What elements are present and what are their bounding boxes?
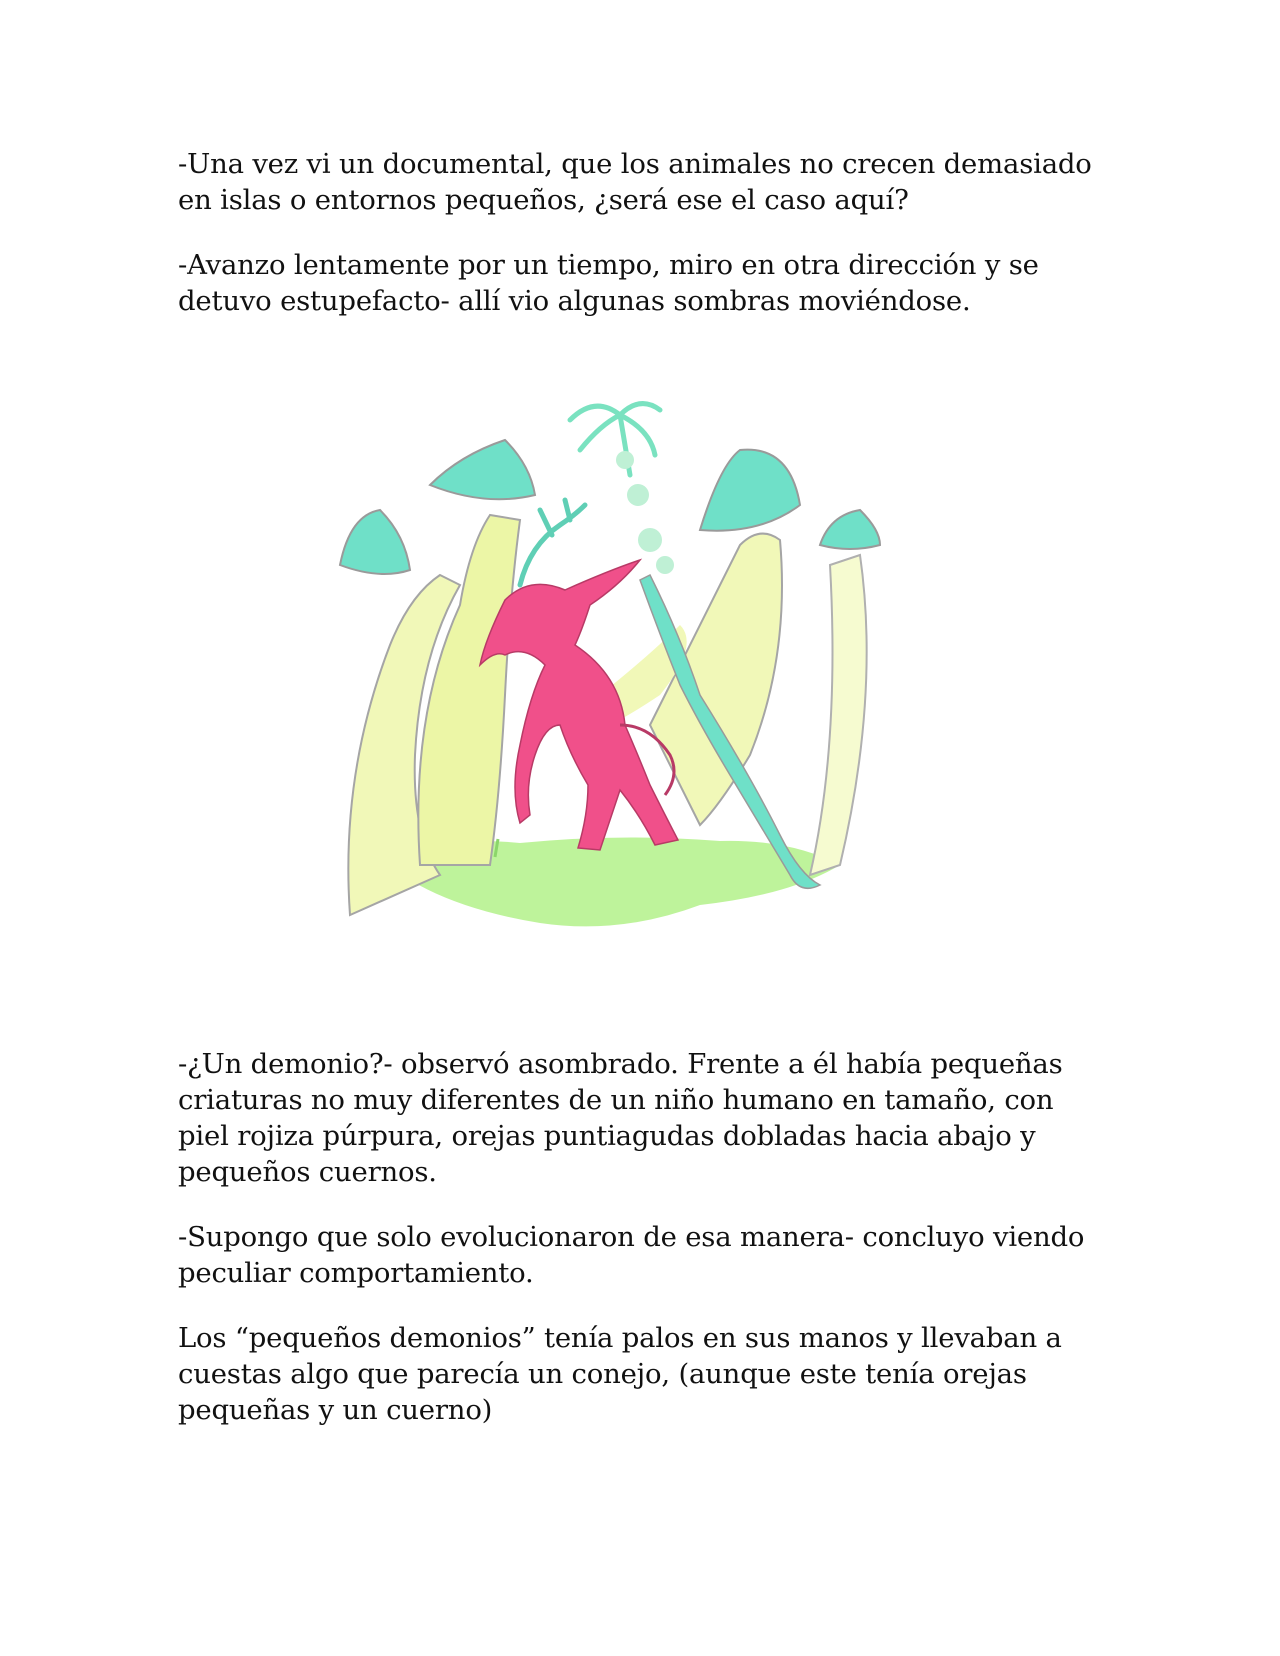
text-block-top: [178, 146, 1108, 348]
paragraph: -Supongo que solo evolucionaron de esa manera- concluyo viendo peculiar comportamiento.: [178, 1221, 1085, 1289]
text-block-bottom: [178, 1046, 1108, 1457]
mushroom-stem-far-right: [810, 555, 867, 875]
mushroom-cap-right: [700, 450, 800, 531]
paragraph: -Avanzo lentamente por un tiempo, miro en otra dirección y se detuvo estupefacto- allí vio algunas sombras moviéndose.: [178, 249, 1039, 317]
mushroom-cap-center: [430, 440, 535, 499]
mushroom-cap-far-right: [820, 510, 880, 549]
mushroom-stem-center: [418, 515, 520, 865]
paragraph: Los “pequeños demonios” tenía palos en sus manos y llevaban a cuestas algo que parecía un conejo, (aunque este tenía orejas pequeñas y un cuerno): [178, 1322, 1062, 1426]
mushroom-cap-left: [340, 510, 410, 574]
antler: [520, 500, 585, 585]
paragraph: -Una vez vi un documental, que los animales no crecen demasiado en islas o entornos pequeños, ¿será ese el caso aquí?: [178, 148, 1092, 216]
sprout: [570, 404, 660, 475]
demon-illustration: [320, 395, 940, 995]
paragraph: -¿Un demonio?- observó asombrado. Frente a él había pequeñas criaturas no muy diferentes de un niño humano en tamaño, con piel rojiza púrpura, orejas puntiagudas dobladas hacia abajo y pequeños cuernos.: [178, 1048, 1063, 1188]
